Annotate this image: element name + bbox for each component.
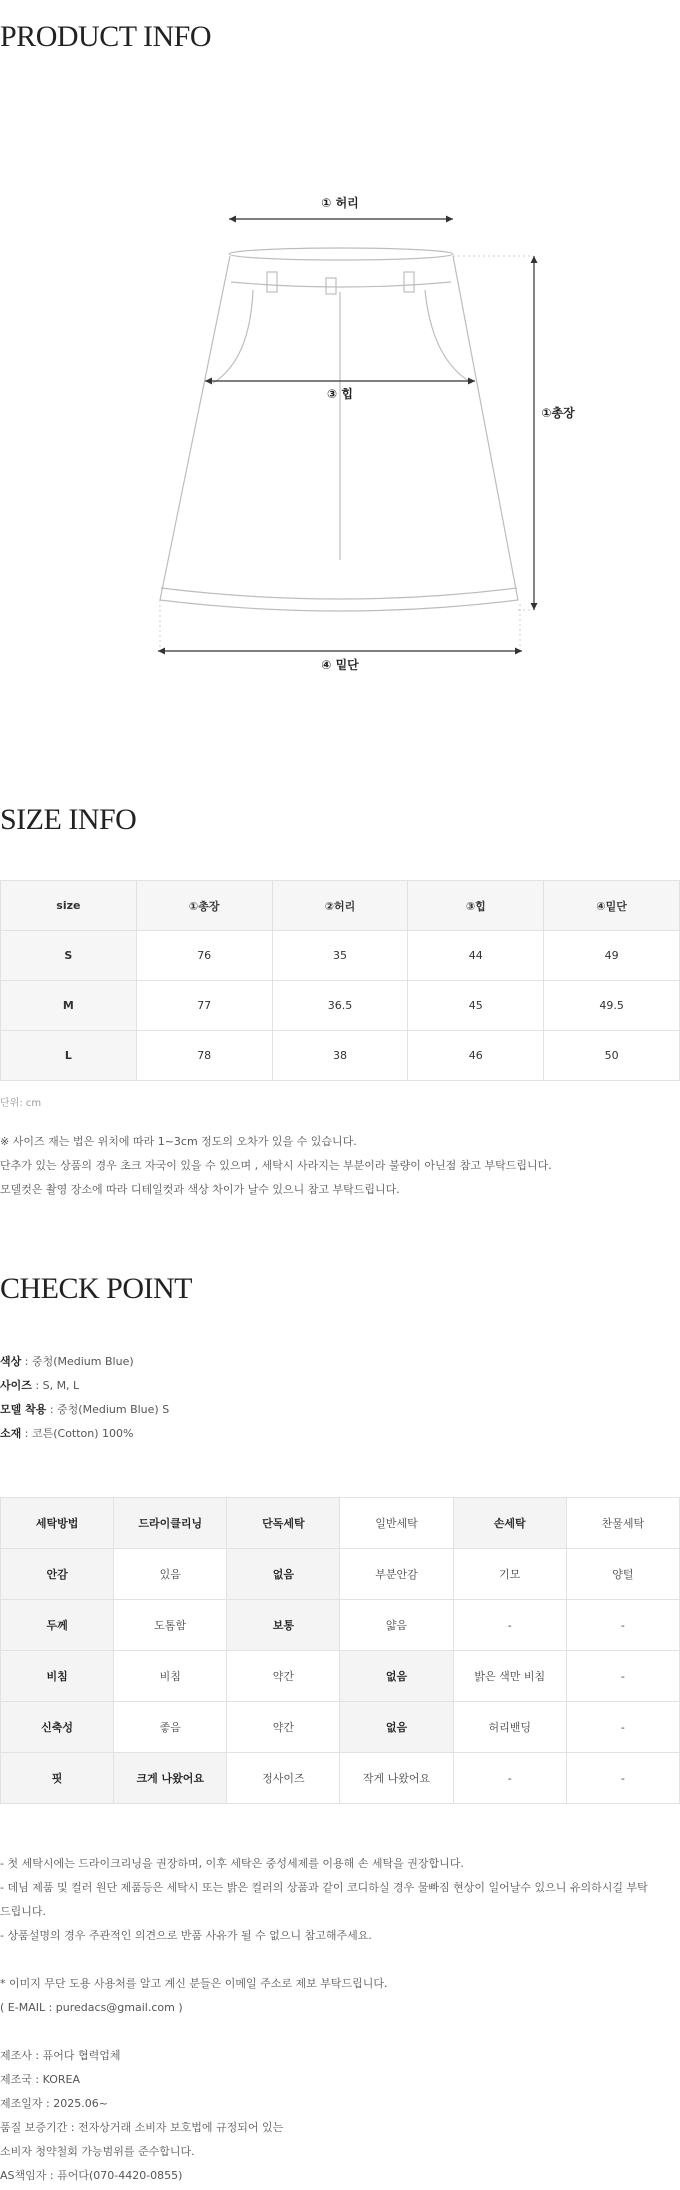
- size-cell: L: [1, 1031, 137, 1081]
- care-cell: 도톰함: [114, 1600, 227, 1651]
- care-cell: -: [566, 1753, 679, 1804]
- spec-label: 색상: [0, 1355, 22, 1368]
- waistband-top: [229, 248, 453, 260]
- note-line: 드립니다.: [0, 1905, 47, 1918]
- care-cell: 양털: [566, 1549, 679, 1600]
- size-cell: 76: [136, 931, 272, 981]
- waist-label: ① 허리: [321, 196, 359, 210]
- care-cell: 기모: [453, 1549, 566, 1600]
- care-cell: -: [566, 1600, 679, 1651]
- care-cell: 찬물세탁: [566, 1498, 679, 1549]
- size-cell: 38: [272, 1031, 408, 1081]
- care-cell-selected: 없음: [340, 1651, 453, 1702]
- size-header-cell: size: [1, 881, 137, 931]
- table-row: [1, 1498, 680, 1549]
- care-cell: -: [453, 1600, 566, 1651]
- size-cell: 49.5: [544, 981, 680, 1031]
- care-row-header: 핏: [1, 1753, 114, 1804]
- care-cell: 비침: [114, 1651, 227, 1702]
- note-line: 단추가 있는 상품의 경우 초크 자국이 있을 수 있으며 , 세탁시 사라지는 부분이라 불량이 아닌점 참고 부탁드립니다.: [0, 1159, 552, 1172]
- waistband-bottom: [231, 282, 451, 287]
- care-cell: -: [566, 1702, 679, 1753]
- section-title-size-info: SIZE INFO: [0, 803, 137, 836]
- left-belt-loop: [267, 272, 277, 292]
- note-line: [0, 1948, 680, 1972]
- care-row-header: 신축성: [1, 1702, 114, 1753]
- size-cell: 77: [136, 981, 272, 1031]
- care-row-header: 두께: [1, 1600, 114, 1651]
- care-cell: -: [566, 1651, 679, 1702]
- right-pocket: [425, 290, 472, 383]
- note-line: - 상품설명의 경우 주관적인 의견으로 반품 사유가 될 수 없으니 참고해주세요.: [0, 1929, 372, 1942]
- note-line: 소비자 청약철회 가능범위를 준수합니다.: [0, 2145, 195, 2158]
- spec-label: 모델 착용: [0, 1403, 47, 1416]
- skirt-measurement-diagram: [0, 190, 680, 672]
- spec-item: [0, 1374, 680, 1398]
- care-cell: 약간: [227, 1651, 340, 1702]
- note-line: 제조사 : 퓨어다 협력업체: [0, 2049, 121, 2062]
- note-line: * 이미지 무단 도용 사용처를 알고 계신 분들은 이메일 주소로 제보 부탁드립니다.: [0, 1977, 388, 1990]
- care-cell: -: [453, 1753, 566, 1804]
- spec-value: : 중청(Medium Blue) S: [46, 1403, 170, 1416]
- size-cell: S: [1, 931, 137, 981]
- size-cell: 44: [408, 931, 544, 981]
- length-label: ①총장: [541, 406, 575, 420]
- spec-label: 사이즈: [0, 1379, 32, 1392]
- care-row-header: 세탁방법: [1, 1498, 114, 1549]
- table-row: [1, 1549, 680, 1600]
- product-spec-list: [0, 1350, 680, 1446]
- spec-item: [0, 1350, 680, 1374]
- care-cell-selected: 크게 나왔어요: [114, 1753, 227, 1804]
- table-row: [1, 981, 680, 1031]
- size-header-cell: ④밑단: [544, 881, 680, 931]
- skirt-outline: [160, 256, 518, 611]
- care-cell: 얇음: [340, 1600, 453, 1651]
- table-row: [1, 1702, 680, 1753]
- unit-note: 단위: cm: [0, 1098, 42, 1109]
- spec-label: 소재: [0, 1427, 22, 1440]
- left-pocket: [213, 290, 253, 383]
- care-cell-selected: 단독세탁: [227, 1498, 340, 1549]
- table-row: [1, 1753, 680, 1804]
- note-line: 제조국 : KOREA: [0, 2073, 80, 2086]
- size-table: [0, 880, 680, 1081]
- care-cell-selected: 보통: [227, 1600, 340, 1651]
- size-cell: 50: [544, 1031, 680, 1081]
- spec-value: : 중청(Medium Blue): [21, 1355, 134, 1368]
- center-belt-loop: [326, 278, 336, 294]
- note-line: 품질 보증기간 : 전자상거래 소비자 보호법에 규정되어 있는: [0, 2121, 284, 2134]
- care-cell: 밝은 색만 비침: [453, 1651, 566, 1702]
- table-row: [1, 1600, 680, 1651]
- note-line: ( E-MAIL : puredacs@gmail.com ): [0, 2001, 183, 2014]
- size-cell: 45: [408, 981, 544, 1031]
- note-line: - 첫 세탁시에는 드라이크리닝을 권장하며, 이후 세탁은 중성세제를 이용해 손 세탁을 권장합니다.: [0, 1857, 464, 1870]
- size-cell: 35: [272, 931, 408, 981]
- spec-item: [0, 1398, 680, 1422]
- size-cell: 49: [544, 931, 680, 981]
- care-row-header: 안감: [1, 1549, 114, 1600]
- note-line: 모델컷은 촬영 장소에 따라 디테일컷과 색상 차이가 날수 있으니 참고 부탁드립니다.: [0, 1183, 400, 1196]
- table-row: [1, 1651, 680, 1702]
- hem-label: ④ 밑단: [321, 658, 359, 672]
- care-cell: 좋음: [114, 1702, 227, 1753]
- section-title-check-point: CHECK POINT: [0, 1272, 193, 1305]
- care-row-header: 비침: [1, 1651, 114, 1702]
- note-line: 제조일자 : 2025.06~: [0, 2097, 108, 2110]
- table-row: [1, 1031, 680, 1081]
- care-notes: [0, 1852, 680, 2188]
- care-cell: 일반세탁: [340, 1498, 453, 1549]
- spec-item: [0, 1422, 680, 1446]
- spec-value: : S, M, L: [31, 1379, 80, 1392]
- size-cell: M: [1, 981, 137, 1031]
- right-belt-loop: [404, 272, 414, 292]
- size-cell: 36.5: [272, 981, 408, 1031]
- hem-inner-line: [161, 588, 517, 599]
- section-title-product-info: PRODUCT INFO: [0, 20, 211, 53]
- care-cell: 있음: [114, 1549, 227, 1600]
- spec-value: : 코튼(Cotton) 100%: [21, 1427, 134, 1440]
- note-line: AS책임자 : 퓨어다(070-4420-0855): [0, 2169, 183, 2182]
- size-notes: [0, 1130, 680, 1202]
- care-cell: 약간: [227, 1702, 340, 1753]
- care-cell-selected: 손세탁: [453, 1498, 566, 1549]
- size-header-cell: ②허리: [272, 881, 408, 931]
- care-cell: 작게 나왔어요: [340, 1753, 453, 1804]
- care-cell-selected: 없음: [340, 1702, 453, 1753]
- table-row: [1, 931, 680, 981]
- care-cell-selected: 없음: [227, 1549, 340, 1600]
- care-cell: 허리밴딩: [453, 1702, 566, 1753]
- note-line: ※ 사이즈 재는 법은 위치에 따라 1~3cm 정도의 오차가 있을 수 있습니다.: [0, 1135, 357, 1148]
- care-cell: 정사이즈: [227, 1753, 340, 1804]
- care-cell: 부분안감: [340, 1549, 453, 1600]
- size-table-header-row: [1, 881, 680, 931]
- note-line: [0, 2020, 680, 2044]
- size-cell: 46: [408, 1031, 544, 1081]
- care-cell-selected: 드라이클리닝: [114, 1498, 227, 1549]
- size-header-cell: ③힙: [408, 881, 544, 931]
- hip-label: ③ 힙: [327, 387, 353, 401]
- care-table: [0, 1497, 680, 1804]
- size-cell: 78: [136, 1031, 272, 1081]
- size-header-cell: ①총장: [136, 881, 272, 931]
- note-line: - 데님 제품 및 컬러 원단 제품등은 세탁시 또는 밝은 컬러의 상품과 같이 코디하실 경우 물빠짐 현상이 일어날수 있으니 유의하시길 부탁: [0, 1881, 648, 1894]
